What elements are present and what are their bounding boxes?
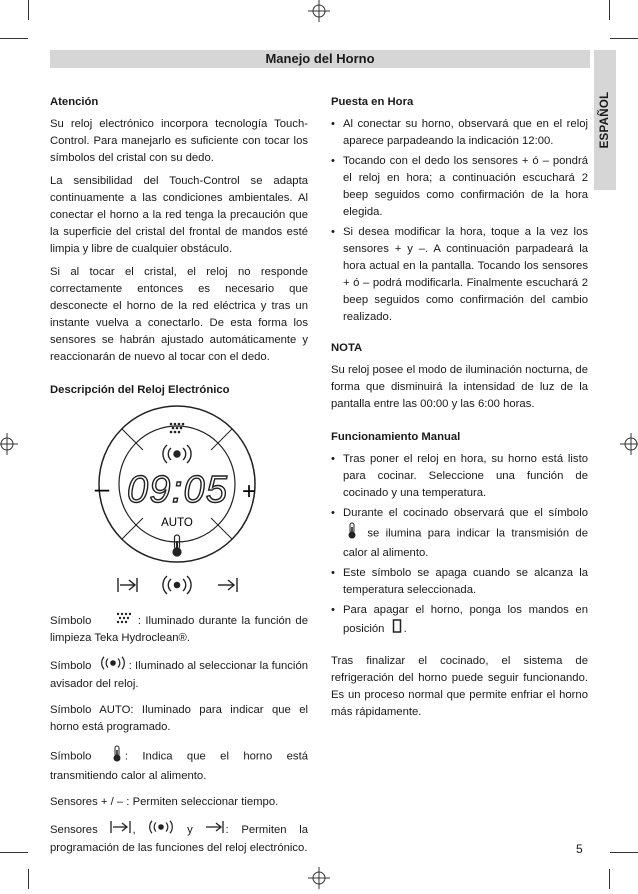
symbol-alarm-text: : Iluminado al seleccionar la función avisador del reloj.	[50, 659, 309, 690]
list-item	[331, 602, 588, 639]
language-tab	[594, 50, 616, 190]
symbol-alarm-description	[50, 656, 308, 693]
alarm-icon	[163, 445, 191, 463]
manual-item-text: se ilumina para indicar la transmisión de calor al alimento.	[343, 527, 588, 559]
right-column	[331, 94, 588, 727]
list-item: • Al conectar su horno, observará que en el reloj aparece parpadeando la indicación 12:00.	[331, 116, 588, 150]
heat-indicator-icon	[112, 745, 122, 768]
manual-item-text: .	[403, 622, 407, 635]
list-item	[331, 505, 588, 562]
symbol-label: Símbolo	[50, 659, 92, 672]
clock-plus-label: +	[241, 478, 257, 505]
registration-mark-icon	[308, 0, 330, 22]
final-paragraph: Tras finalizar el cocinado, el sistema de refrigeración del horno puede seguir funcionando. Es un proceso normal que permite enfriar el horno más rápidamente.	[331, 655, 588, 718]
symbol-label: Símbolo	[50, 614, 92, 627]
clock-auto-label: AUTO	[161, 517, 193, 529]
page-title: Manejo del Horno	[265, 51, 375, 66]
registration-mark-icon	[620, 433, 638, 455]
end-time-sensor-icon	[205, 820, 225, 840]
time-setting-heading: Puesta en Hora	[331, 96, 414, 108]
note-paragraph: Su reloj posee el modo de iluminación nocturna, de forma que disminuirá la intensidad de luz de la pantalla entre las 00:00 y las 6:00 horas.	[331, 364, 588, 410]
list-item: • Este símbolo se apaga cuando se alcanza la temperatura seleccionada.	[331, 565, 588, 599]
crop-mark	[28, 0, 29, 20]
symbol-hydroclean-description	[50, 612, 308, 647]
language-label: ESPAÑOL	[599, 91, 611, 149]
clock-heading: Descripción del Reloj Electrónico	[50, 384, 230, 396]
list-item: • Tras poner el reloj en hora, su horno está listo para cocinar. Seleccione una función de cocinado y una temperatura.	[331, 451, 588, 502]
clock-time-display: 09:05	[127, 469, 227, 511]
list-item: • Si desea modificar la hora, toque a la vez los sensores + y –. A continuación parpadeará la hora actual en la pantalla. Tocando los sensores + ó – podrá modificarla. Finalmente escuchará 2 beep seguidos como confirmación del cambio realizado.	[331, 224, 588, 326]
sensors-program-text: : Permiten la programación de las funciones del reloj electrónico.	[50, 823, 309, 854]
page-number: 5	[576, 842, 583, 856]
attention-heading: Atención	[50, 96, 99, 108]
symbol-auto-text: : Iluminado para indicar que el horno está programado.	[50, 704, 308, 733]
list-item: • Tocando con el dedo los sensores + ó – pondrá el reloj en hora; a continuación escuchará 2 beep seguidos como confirmación de la hora elegida.	[331, 153, 588, 221]
duration-sensor-icon	[118, 578, 137, 592]
symbol-label: Símbolo	[50, 704, 92, 716]
manual-operation-list	[331, 451, 588, 639]
manual-operation-heading: Funcionamiento Manual	[331, 431, 461, 443]
heat-indicator-icon	[347, 522, 357, 545]
hydroclean-icon	[116, 612, 132, 630]
sensors-separator: ,	[132, 823, 136, 836]
alarm-icon	[99, 656, 127, 676]
duration-sensor-icon	[110, 820, 132, 840]
symbol-auto-description	[50, 702, 308, 736]
left-column	[50, 94, 308, 866]
crop-mark	[0, 852, 28, 853]
manual-item-text: Para apagar el horno, ponga los mandos en posición	[343, 604, 588, 635]
registration-mark-icon	[0, 433, 18, 455]
attention-paragraph-3: Si al tocar el cristal, el reloj no responde correctamente entonces es necesario que desconecte el horno de la red eléctrica y tras un instante vuelva a conectarlo. De esta forma los sensores se habrán ajustado automáticamente y reaccionarán de nuevo al tocar con el dedo.	[50, 266, 308, 363]
crop-mark	[609, 0, 610, 20]
symbol-label: Símbolo	[50, 750, 92, 763]
header-bar	[50, 50, 590, 68]
sensors-conjunction: y	[187, 823, 193, 836]
heat-indicator-icon	[173, 535, 181, 556]
clock-minus-label: –	[94, 473, 110, 503]
off-position-icon	[392, 619, 402, 639]
attention-paragraph-1: Su reloj electrónico incorpora tecnología Touch-Control. Para manejarlo es suficiente con tocar los símbolos del cristal con su dedo.	[50, 118, 308, 164]
crop-mark	[28, 869, 29, 889]
sensors-label: Sensores	[50, 823, 98, 836]
time-setting-list	[331, 116, 588, 326]
crop-mark	[609, 869, 610, 889]
hydroclean-icon	[170, 423, 185, 434]
symbol-heat-description	[50, 745, 308, 785]
symbol-heat-text: : Indica que el horno está transmitiendo calor al alimento.	[50, 750, 308, 782]
alarm-sensor-icon	[148, 820, 174, 840]
sensors-time-description: Sensores + / – : Permiten seleccionar tiempo.	[50, 796, 279, 808]
crop-mark	[610, 38, 638, 39]
clock-diagram	[50, 404, 308, 604]
alarm-sensor-icon	[163, 576, 191, 594]
registration-mark-icon	[308, 867, 330, 889]
end-time-sensor-icon	[218, 578, 237, 592]
auto-symbol-label: AUTO	[99, 704, 131, 716]
crop-mark	[610, 852, 638, 853]
manual-item-text: Durante el cocinado observará que el símbolo	[343, 507, 588, 519]
attention-paragraph-2: La sensibilidad del Touch-Control se adapta continuamente a las condiciones ambientales. Al conectar el horno a la red tenga la precaución que la superficie del cristal del frontal de mandos esté limpia y libre de cualquier obstáculo.	[50, 175, 308, 255]
sensors-program-description	[50, 820, 308, 857]
note-heading: NOTA	[331, 342, 363, 354]
crop-mark	[0, 38, 28, 39]
symbol-hydroclean-text: : Iluminado durante la función de limpieza Teka Hydroclean®.	[50, 614, 308, 644]
